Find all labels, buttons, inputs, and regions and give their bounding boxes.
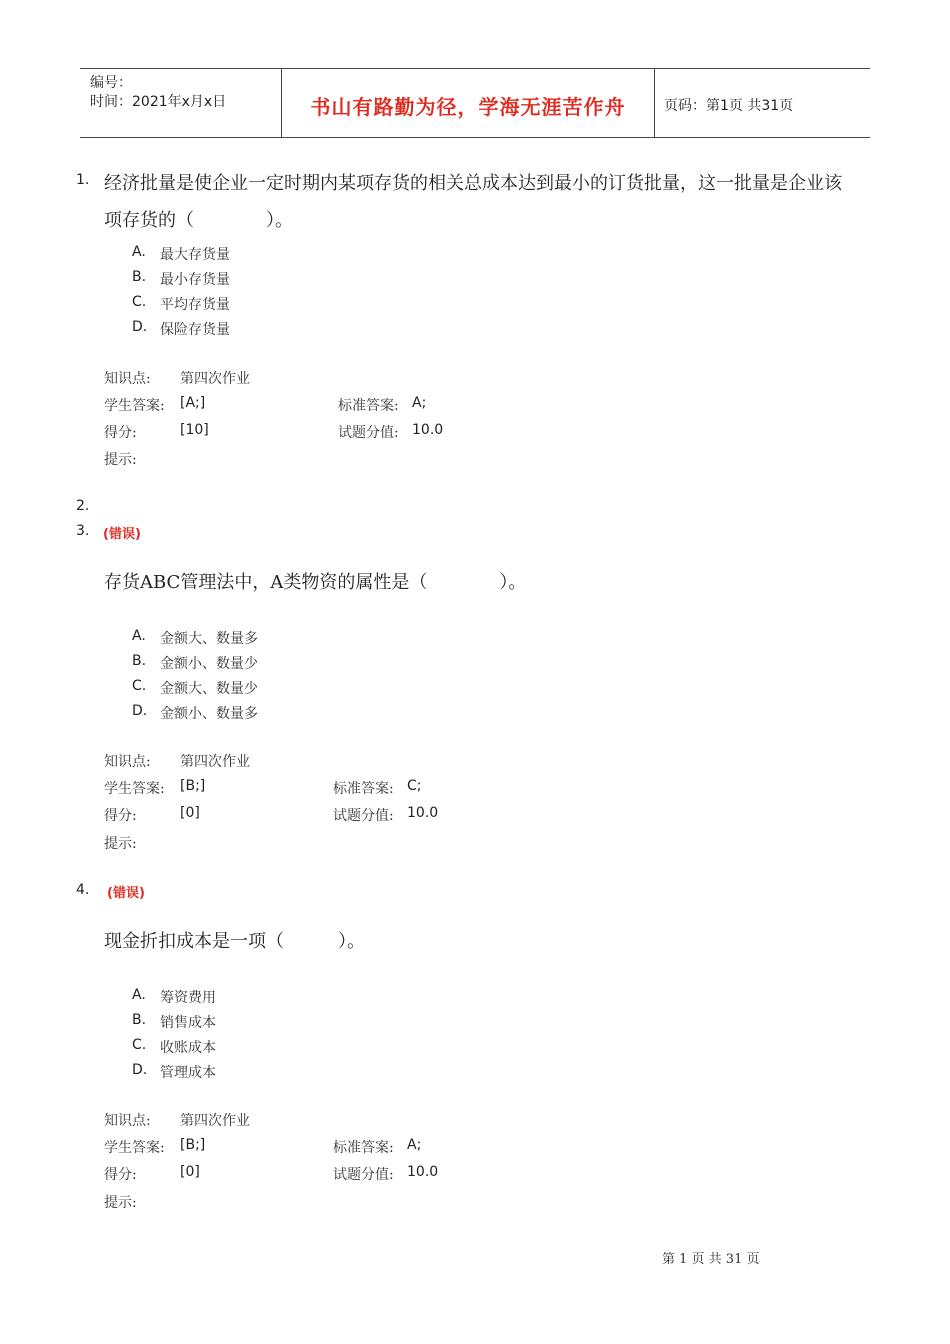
header-left-cell xyxy=(80,69,280,137)
option-c-letter: C. xyxy=(132,1037,147,1053)
score-value: [10] xyxy=(180,422,209,438)
hint-label: 提示: xyxy=(104,452,137,468)
score-label: 得分: xyxy=(104,1167,137,1183)
serial-label: 编号： xyxy=(90,75,132,91)
question-stem: 存货ABC管理法中，A类物资的属性是（ ）。 xyxy=(104,572,527,593)
question-number: 4. xyxy=(76,882,90,898)
score-value: [0] xyxy=(180,1164,200,1180)
question-number: 3. xyxy=(76,523,90,539)
status-badge: (错误) xyxy=(107,886,145,901)
question-value-label: 试题分值: xyxy=(333,1167,394,1183)
option-a-letter: A. xyxy=(132,987,146,1003)
option-a-text: 金额大、数量多 xyxy=(160,631,258,647)
header-center-cell xyxy=(281,69,655,137)
student-answer-value: [B;] xyxy=(180,778,206,794)
question-number: 2. xyxy=(76,498,90,514)
standard-answer-label: 标准答案: xyxy=(338,398,399,414)
motto: 书山有路勤为径，学海无涯苦作舟 xyxy=(310,95,626,119)
question-value-label: 试题分值: xyxy=(338,425,399,441)
option-d-letter: D. xyxy=(132,1062,148,1078)
option-c-text: 金额大、数量少 xyxy=(160,681,258,697)
page-header xyxy=(80,68,870,138)
question-stem: 现金折扣成本是一项（ ）。 xyxy=(104,931,365,952)
knowledge-label: 知识点: xyxy=(104,1113,151,1129)
option-c-letter: C. xyxy=(132,294,147,310)
option-a-letter: A. xyxy=(132,628,146,644)
question-value: 10.0 xyxy=(407,1164,439,1180)
standard-answer-value: A; xyxy=(407,1137,422,1153)
option-b-text: 金额小、数量少 xyxy=(160,656,258,672)
option-a-text: 最大存货量 xyxy=(160,247,230,263)
knowledge-label: 知识点: xyxy=(104,754,151,770)
option-a-text: 筹资费用 xyxy=(160,990,216,1006)
page-footer: 第 1 页 共 31 页 xyxy=(662,1252,760,1267)
header-right-cell xyxy=(654,69,870,137)
knowledge-value: 第四次作业 xyxy=(180,371,250,387)
option-b-text: 销售成本 xyxy=(160,1015,216,1031)
student-answer-label: 学生答案: xyxy=(104,398,165,414)
question-stem-line2: 项存货的（ ）。 xyxy=(104,210,293,231)
option-c-text: 收账成本 xyxy=(160,1040,216,1056)
option-a-letter: A. xyxy=(132,244,146,260)
option-d-text: 金额小、数量多 xyxy=(160,706,258,722)
question-stem: 经济批量是使企业一定时期内某项存货的相关总成本达到最小的订货批量，这一批量是企业该 xyxy=(104,173,842,194)
time-label: 时间：2021年x月x日 xyxy=(90,94,227,110)
option-d-letter: D. xyxy=(132,703,148,719)
knowledge-label: 知识点: xyxy=(104,371,151,387)
standard-answer-value: A; xyxy=(412,395,427,411)
hint-label: 提示: xyxy=(104,1195,137,1211)
option-d-text: 保险存货量 xyxy=(160,322,230,338)
question-number: 1. xyxy=(76,172,90,188)
option-c-letter: C. xyxy=(132,678,147,694)
option-b-letter: B. xyxy=(132,1012,147,1028)
option-c-text: 平均存货量 xyxy=(160,297,230,313)
standard-answer-label: 标准答案: xyxy=(333,781,394,797)
hint-label: 提示: xyxy=(104,836,137,852)
student-answer-label: 学生答案: xyxy=(104,781,165,797)
student-answer-label: 学生答案: xyxy=(104,1140,165,1156)
student-answer-value: [A;] xyxy=(180,395,206,411)
option-d-text: 管理成本 xyxy=(160,1065,216,1081)
score-label: 得分: xyxy=(104,425,137,441)
option-b-letter: B. xyxy=(132,653,147,669)
status-badge: (错误) xyxy=(103,527,141,542)
question-value: 10.0 xyxy=(407,805,439,821)
student-answer-value: [B;] xyxy=(180,1137,206,1153)
knowledge-value: 第四次作业 xyxy=(180,754,250,770)
standard-answer-label: 标准答案: xyxy=(333,1140,394,1156)
header-page-info: 页码：第1页 共31页 xyxy=(664,98,794,114)
score-value: [0] xyxy=(180,805,200,821)
option-b-text: 最小存货量 xyxy=(160,272,230,288)
standard-answer-value: C; xyxy=(407,778,422,794)
option-d-letter: D. xyxy=(132,319,148,335)
question-value-label: 试题分值: xyxy=(333,808,394,824)
option-b-letter: B. xyxy=(132,269,147,285)
knowledge-value: 第四次作业 xyxy=(180,1113,250,1129)
score-label: 得分: xyxy=(104,808,137,824)
question-value: 10.0 xyxy=(412,422,444,438)
